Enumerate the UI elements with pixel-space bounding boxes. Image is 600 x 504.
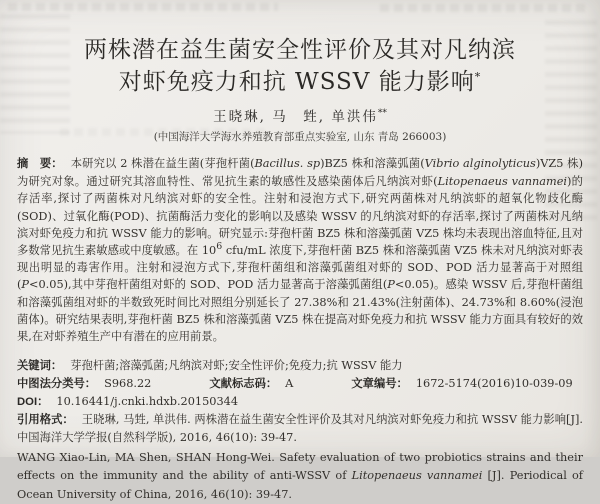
- doi-label: DOI：: [17, 395, 49, 408]
- citation-label: 引用格式：: [17, 414, 74, 427]
- clc-value: S968.22: [104, 376, 152, 390]
- doc-code-label: 文献标志码：: [209, 377, 278, 390]
- article-id-label: 文章编号：: [351, 377, 408, 390]
- author-names: 王晓琳, 马 甡, 单洪伟: [213, 109, 378, 125]
- keywords-label: 关键词：: [17, 359, 63, 372]
- doi-line: [17, 393, 583, 411]
- author-footnote-mark: **: [377, 108, 387, 119]
- title-footnote-mark: *: [474, 70, 482, 84]
- citation-en: WANG Xiao-Lin, MA Shen, SHAN Hong-Wei. Safety evaluation of two probiotics strains and their effects on the immunity and the ability of anti-WSSV of Litopenaeus vannamei [J]. Periodical of Ocean University of China, 2016, 46(10): 39-47.: [17, 450, 583, 501]
- abstract-label: 摘 要：: [17, 158, 63, 170]
- article-id-item: [351, 375, 572, 393]
- clc-item: [17, 375, 151, 393]
- paper-title-line2: [17, 66, 583, 98]
- clc-label: 中图法分类号：: [17, 377, 97, 390]
- paper-title-line1: 两株潜在益生菌安全性评价及其对凡纳滨: [84, 37, 516, 63]
- paper-title-line2-text: 对虾免疫力和抗 WSSV 能力影响: [118, 69, 475, 95]
- citation-cn: [17, 411, 583, 446]
- keywords-line: [17, 357, 583, 375]
- authors-line: [17, 105, 583, 125]
- paper-title: [17, 34, 583, 98]
- doi-value: 10.16441/j.cnki.hdxb.20150344: [56, 394, 239, 408]
- doc-code-item: [209, 375, 293, 393]
- article-id-value: 1672-5174(2016)10-039-09: [415, 376, 573, 390]
- doc-code-value: A: [285, 376, 294, 390]
- meta-line: [17, 375, 583, 393]
- abstract-text: 本研究以 2 株潜在益生菌(芽孢杆菌(Bacillus. sp)BZ5 株和溶藻弧菌(Vibrio alginolyticus)VZ5 株)为研究对象。通过研究其溶血特性、常见抗生素的敏感性及感染菌体后凡纳滨对虾(Litopenaeus vannamei)的存活率,探讨了两菌株对凡纳滨对虾的安全性。注射和浸泡方式下,研究两菌株对凡纳滨虾的超氧化物歧化酶(SOD)、过氧化酶(POD)、抗菌酶活力变化的影响以及感染 WSSV 的凡纳滨对虾的存活率,探讨了两菌株对凡纳滨对虾免疫力和抗 WSSV 能力的影响。研究显示:芽孢杆菌 BZ5 株和溶藻弧菌 VZ5 株均未表现出溶血特征,且对多数常见抗生素敏感或中度敏感。在 $10^6$ cfu/mL 浓度下,芽孢杆菌 BZ5 株和溶藻弧菌 VZ5 株未对凡纳滨对虾表现出明显的毒害作用。注射和浸泡方式下,芽孢杆菌组和溶藻弧菌组对虾的 SOD、POD 活力显著高于对照组(P<0.05),其中芽孢杆菌组对虾的 SOD、POD 活力显著高于溶藻弧菌组(P<0.05)。感染 WSSV 后,芽孢杆菌组和溶藻弧菌组对虾的半数致死时间比对照组分别延长了 27.38%和 21.43%(注射菌体)、24.73%和 8.60%(浸泡菌体)。研究结果表明,芽孢杆菌 BZ5 株和溶藻弧菌 VZ5 株在提高对虾免疫力和抗 WSSV 能力方面具有较好的效果,在对虾养殖生产中有潜在的应用前景。: [17, 157, 583, 344]
- abstract-paragraph: [17, 155, 583, 345]
- keywords-text: 芽孢杆菌;溶藻弧菌;凡纳滨对虾;安全性评价;免疫力;抗 WSSV 能力: [70, 358, 403, 372]
- affiliation: (中国海洋大学海水养殖教育部重点实验室, 山东 青岛 266003): [153, 131, 447, 143]
- citation-cn-text: 王晓琳, 马甡, 单洪伟. 两株潜在益生菌安全性评价及其对凡纳滨对虾免疫力和抗 WSSV 能力影响[J]. 中国海洋大学学报(自然科学版), 2016, 46(10): 39-47.: [17, 413, 583, 445]
